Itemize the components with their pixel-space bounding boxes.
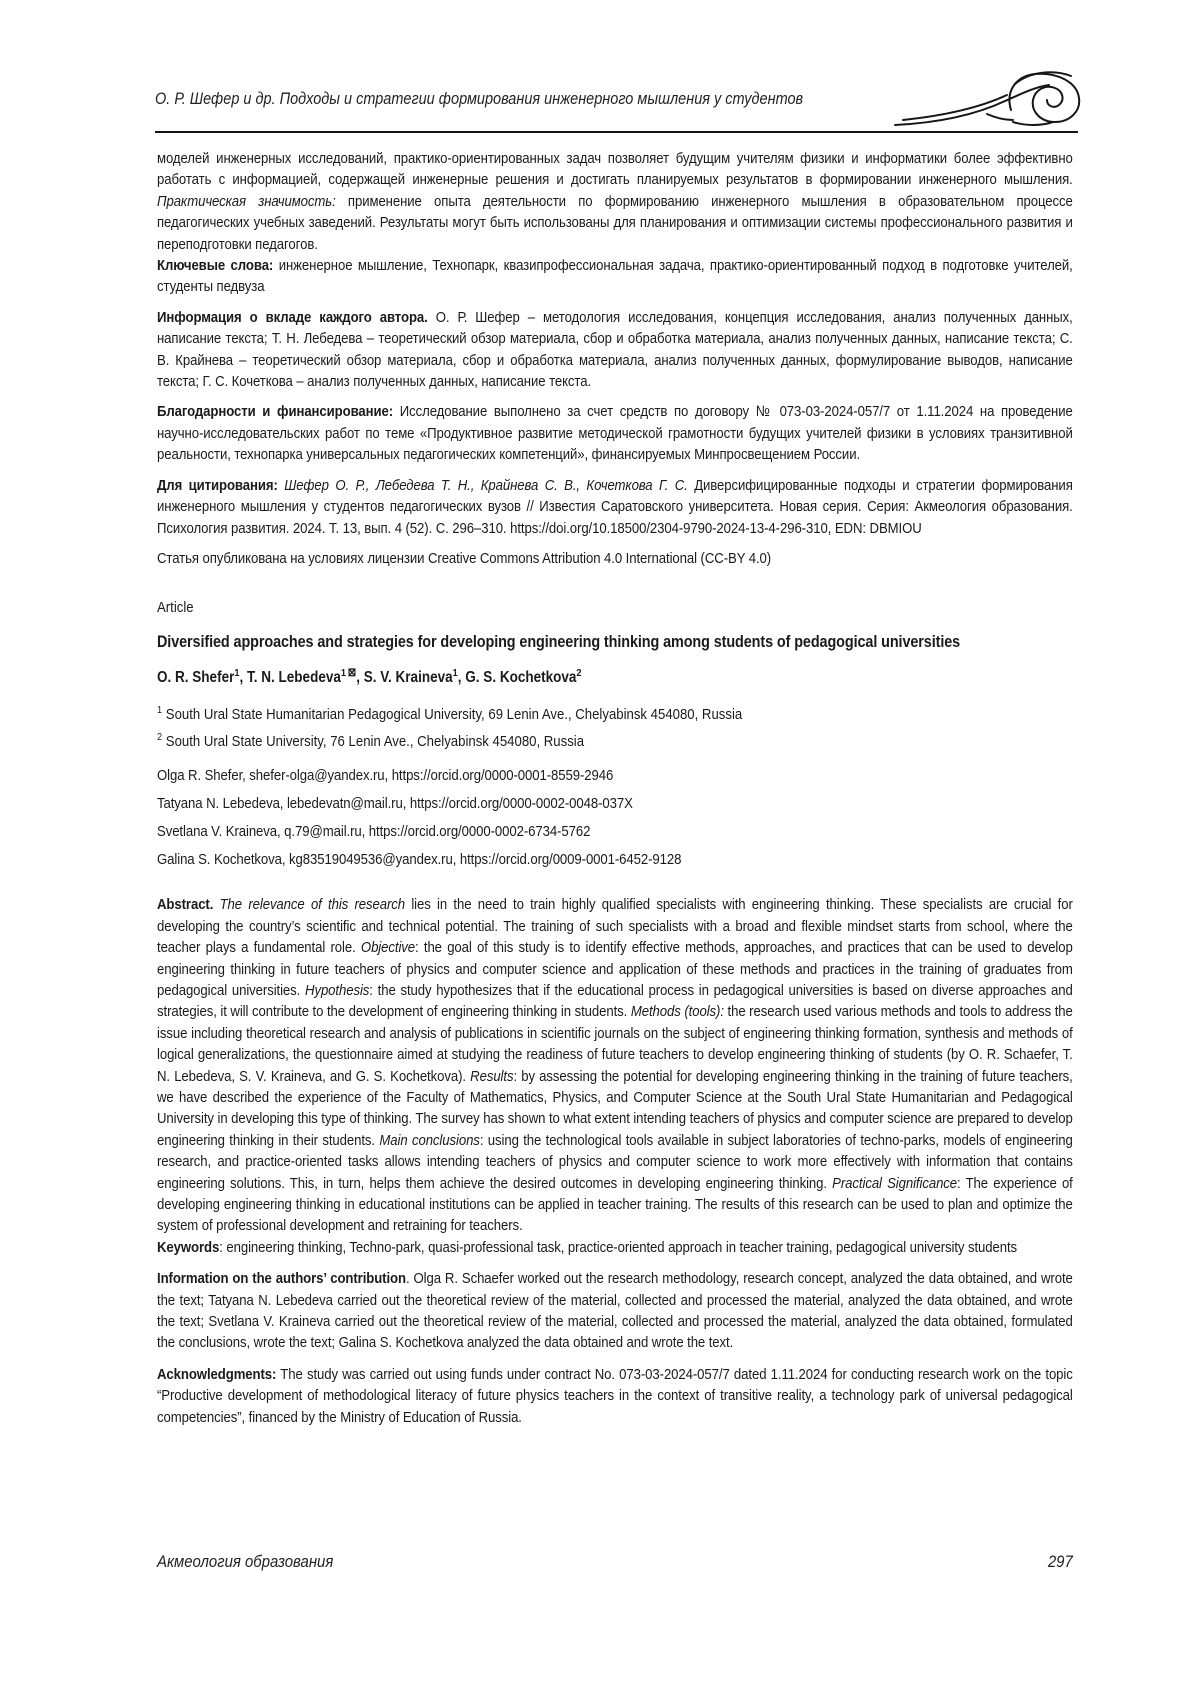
author-1-name: O. R. Shefer bbox=[157, 669, 235, 687]
author-3 bbox=[364, 669, 458, 686]
en-acknowledgments-text: The study was carried out using funds under contract No. 073-03-2024-057/7 dated 1.11.2024 for conducting research work on the topic “Productive development of methodological literacy of future physics teachers in the context of transitive reality, a technology park of universal pedagogical competencies”, financed by the Ministry of Education of Russia. bbox=[157, 1365, 1073, 1426]
contact-line: Olga R. Shefer, shefer-olga@yandex.ru, https://orcid.org/0000-0001-8559-2946 bbox=[157, 767, 614, 785]
affiliation-1-mark: 1 bbox=[157, 704, 163, 717]
abstract-text: : the study hypothesizes that if the educational process in pedagogical universities is based on diverse approaches and strategies, it will contribute to the development of engineering thinking in students. bbox=[157, 981, 1073, 1021]
header-rule bbox=[155, 131, 1078, 133]
author-3-name: S. V. Kraineva bbox=[363, 669, 453, 687]
ru-keywords-label: Ключевые слова: bbox=[157, 257, 274, 275]
article-content bbox=[157, 148, 1073, 1428]
en-authors-contribution bbox=[157, 1268, 1073, 1354]
ru-acknowledgments bbox=[157, 401, 1073, 465]
abstract-label: Abstract. bbox=[157, 896, 214, 914]
abstract-text: the research used various methods and tools to address the issue including theoretical research and analysis of publications in scientific journals on the subject of engineering thinking formation, synthesis and methods of logical generalizations, the questionnaire aimed at studying the readiness of future teachers to develop engineering thinking of students (by O. R. Schaefer, T. N. Lebedeva, S. V. Kraineva, and G. S. Kochetkova). bbox=[157, 1003, 1073, 1085]
author-1-affiliation-mark: 1 bbox=[234, 667, 240, 680]
abstract-methods-label: Methods (tools): bbox=[630, 1003, 724, 1021]
author-1 bbox=[157, 669, 239, 686]
ru-authors-contribution bbox=[157, 307, 1073, 393]
en-contribution-text: . Olga R. Schaefer worked out the research methodology, research concept, analyzed the data obtained, and wrote the text; Tatyana N. Lebedeva carried out the theoretical review of the material, collected and processed the material, analyzed the data obtained, and wrote the text; Svetlana V. Kraineva carried out the theoretical review of the material, collected and processed the material, analyzed the data obtained, formulated the conclusions, wrote the text; Galina S. Kochetkova analyzed the data obtained and wrote the text. bbox=[157, 1270, 1073, 1352]
abstract-significance-label: Practical Significance bbox=[832, 1174, 958, 1192]
author-4 bbox=[465, 669, 581, 686]
footer-page-number: 297 bbox=[1047, 1552, 1073, 1571]
ru-keywords bbox=[157, 255, 1073, 298]
affiliation-1-text: South Ural State Humanitarian Pedagogical University, 69 Lenin Ave., Chelyabinsk 454080, Russia bbox=[162, 706, 743, 724]
abstract-results-label: Results bbox=[470, 1067, 514, 1085]
author-2-name: T. N. Lebedeva bbox=[246, 669, 341, 687]
en-acknowledgments-label: Acknowledgments: bbox=[157, 1365, 277, 1383]
abstract-paragraph bbox=[157, 894, 1073, 1237]
author-separator: , bbox=[457, 669, 466, 687]
en-keywords-text: : engineering thinking, Techno-park, quasi-professional task, practice-oriented approach in teacher training, pedagogical university students bbox=[219, 1238, 1018, 1256]
ru-keywords-text: инженерное мышление, Технопарк, квазипрофессиональная задача, практико-ориентированный подход в подготовке учителей, студенты педвуза bbox=[157, 257, 1073, 296]
ru-license-line: Статья опубликована на условиях лицензии Creative Commons Attribution 4.0 International (CC-BY 4.0) bbox=[157, 549, 772, 567]
author-4-affiliation-mark: 2 bbox=[576, 667, 582, 680]
affiliation-1 bbox=[157, 704, 1073, 725]
author-2 bbox=[247, 669, 356, 686]
abstract-text: : the goal of this study is to identify effective methods, approaches, and practices that can be used to develop engineering thinking in future teachers of physics and computer science and application of these methods and practices in the training of graduates from pedagogical universities. bbox=[157, 939, 1073, 999]
author-4-name: G. S. Kochetkova bbox=[465, 669, 577, 687]
ru-contribution-label: Информация о вкладе каждого автора. bbox=[157, 308, 428, 326]
affiliation-2-text: South Ural State University, 76 Lenin Ave., Chelyabinsk 454080, Russia bbox=[162, 733, 585, 751]
abstract-text: : using the technological tools available in subject laboratories of techno-parks, models of engineering research, and practice-oriented tasks allows intending teachers of physics and computer science to work more effectively with information that contains engineering solutions. This, in turn, helps them achieve the desired outcomes in developing engineering thinking. bbox=[157, 1131, 1073, 1192]
en-contribution-label: Information on the authors’ contribution bbox=[157, 1270, 406, 1288]
en-keywords bbox=[157, 1237, 1073, 1258]
author-separator: , bbox=[356, 669, 364, 687]
article-title: Diversified approaches and strategies for developing engineering thinking among students of pedagogical universities bbox=[157, 633, 961, 652]
affiliation-2 bbox=[157, 731, 1073, 752]
abstract-objective-label: Objective bbox=[360, 939, 416, 957]
contact-line: Svetlana V. Kraineva, q.79@mail.ru, https://orcid.org/0000-0002-6734-5762 bbox=[157, 823, 591, 841]
contact-line: Galina S. Kochetkova, kg83519049536@yandex.ru, https://orcid.org/0009-0001-6452-9128 bbox=[157, 851, 682, 869]
contact-line: Tatyana N. Lebedeva, lebedevatn@mail.ru, https://orcid.org/0000-0002-0048-037X bbox=[157, 795, 633, 813]
ru-abstract-continuation bbox=[157, 148, 1073, 255]
abstract-conclusions-label: Main conclusions bbox=[379, 1131, 480, 1149]
abstract-text: : by assessing the potential for developing engineering thinking in the training of future teachers, we have described the experience of the Faculty of Mathematics, Physics, and Computer Science at the South Ural State Humanitarian and Pedagogical University in developing this type of thinking. The survey has shown to what extent intending teachers of physics and computer science are prepared to develop engineering thinking in their students. bbox=[157, 1067, 1073, 1149]
ru-contribution-text: О. Р. Шефер – методология исследования, концепция исследования, анализ полученных данных, написание текста; Т. Н. Лебедева – теоретический обзор материала, сбор и обработка материала, анализ полученных данных, написание текста; С. В. Крайнева – теоретический обзор материала, сбор и обработка материала, анализ полученных данных, формулирование выводов, написание текста; Г. С. Кочеткова – анализ полученных данных, написание текста. bbox=[157, 308, 1073, 391]
author-contacts bbox=[157, 765, 1073, 870]
ru-citation-label: Для цитирования: bbox=[157, 476, 278, 494]
abstract-relevance-label: The relevance of this research bbox=[213, 896, 406, 914]
author-2-affiliation-mark: 1 bbox=[340, 667, 347, 680]
affiliations bbox=[157, 704, 1073, 752]
abstract-hypothesis-label: Hypothesis bbox=[305, 981, 370, 999]
author-3-affiliation-mark: 1 bbox=[452, 667, 458, 680]
ru-citation-authors: Шефер О. Р., Лебедева Т. Н., Крайнева С. В., Кочеткова Г. С. bbox=[277, 476, 695, 494]
article-type-label: Article bbox=[157, 599, 194, 617]
abstract-text: : The experience of developing engineering thinking in educational institutions can be applied in teacher training. The results of this research can be used to plan and optimize the system of professional development and retraining for teachers. bbox=[157, 1174, 1073, 1235]
authors-line bbox=[157, 667, 1073, 689]
corresponding-author-icon: ⊠ bbox=[347, 667, 357, 680]
author-separator: , bbox=[239, 669, 247, 687]
ru-funding-text: Исследование выполнено за счет средств по договору № 073-03-2024-057/7 от 1.11.2024 на проведение научно-исследовательских работ по теме «Продуктивное развитие методической грамотности будущих учителей физики в условиях транзитивной реальности, технопарка универсальных педагогических компетенций», финансируемых Минпросвещением России. bbox=[157, 403, 1073, 464]
abstract-text: lies in the need to train highly qualified specialists with engineering thinking. These specialists are crucial for developing the country’s scientific and technical potential. The training of such specialists with a broad and flexible mindset starts from school, where the teacher plays a fundamental role. bbox=[157, 896, 1073, 957]
footer-journal-section: Акмеология образования bbox=[157, 1552, 334, 1571]
ornament-flourish-icon bbox=[893, 70, 1083, 128]
en-keywords-label: Keywords bbox=[157, 1238, 220, 1256]
ru-abstract-text-2: применение опыта деятельности по формированию инженерного мышления в образовательном процессе педагогических учебных заведений. Результаты могут быть использованы для планирования и оптимизации системы профессионального развития и переподготовки педагогов. bbox=[157, 192, 1073, 253]
ru-abstract-text: моделей инженерных исследований, практико-ориентированных задач позволяет будущим учителям физики и информатики более эффективно работать с информацией, содержащей инженерные решения и достигать планируемых результатов в формировании инженерного мышления. bbox=[157, 150, 1073, 189]
running-title: О. Р. Шефер и др. Подходы и стратегии формирования инженерного мышления у студентов bbox=[155, 90, 804, 108]
affiliation-2-mark: 2 bbox=[157, 731, 163, 744]
en-acknowledgments bbox=[157, 1364, 1073, 1428]
ru-citation-text: Диверсифицированные подходы и стратегии формирования инженерного мышления у студентов педагогических вузов // Известия Саратовского университета. Новая серия. Серия: Акмеология образования. Психология развития. 2024. Т. 13, вып. 4 (52). С. 296–310. https://doi.org/10.18500/2304-9790-2024-13-4-296-310, EDN: DBMIOU bbox=[157, 476, 1073, 537]
ru-funding-label: Благодарности и финансирование: bbox=[157, 403, 394, 421]
page-footer bbox=[157, 1552, 1073, 1572]
ru-citation bbox=[157, 475, 1073, 539]
ru-practical-significance-label: Практическая значимость: bbox=[157, 192, 336, 210]
